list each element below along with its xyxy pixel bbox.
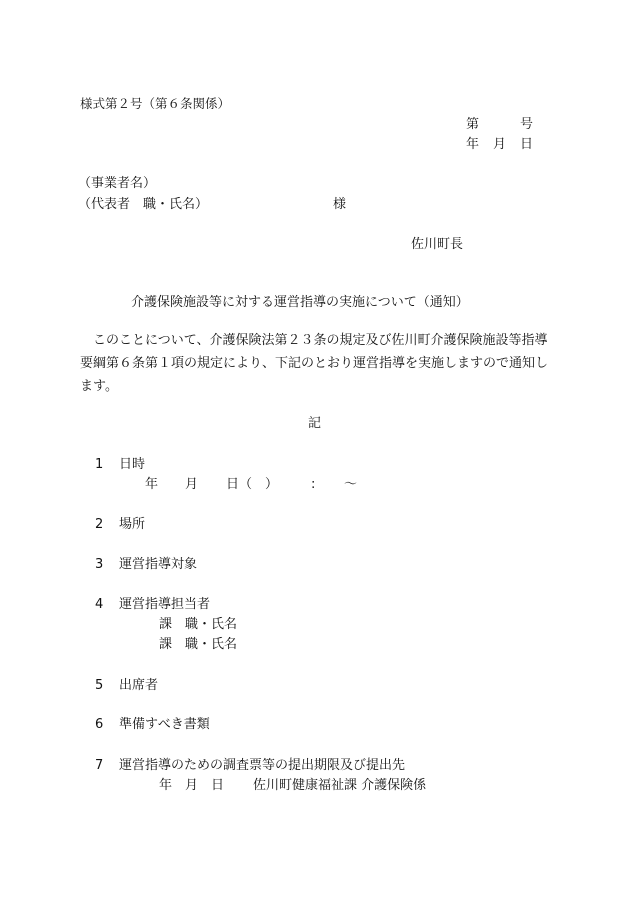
representative: （代表者 職・氏名）	[78, 197, 209, 212]
sender: 佐川町長	[411, 237, 464, 252]
deadline-tsuki: 月	[185, 778, 199, 793]
item-5-number: 5	[95, 678, 104, 693]
doc-date-nen: 年	[466, 137, 480, 152]
datetime-colon: :	[311, 477, 316, 492]
item-6-number: 6	[95, 717, 104, 732]
datetime-nen: 年	[145, 477, 159, 492]
sama: 様	[333, 197, 347, 212]
datetime-hi: 日（ ）	[226, 477, 279, 492]
item-4-number: 4	[95, 597, 104, 612]
item-7-number: 7	[95, 758, 104, 773]
item-7-label: 運営指導のための調査票等の提出期限及び提出先	[119, 758, 406, 773]
item-6-label: 準備すべき書類	[119, 717, 210, 732]
ki: 記	[308, 416, 322, 431]
item-1-label: 日時	[119, 457, 146, 472]
deadline-nen: 年	[159, 778, 173, 793]
staff-1-name: 職・氏名	[185, 617, 238, 632]
item-3-number: 3	[95, 557, 104, 572]
doc-date-hi: 日	[520, 137, 534, 152]
staff-1-ka: 課	[159, 617, 173, 632]
item-2-label: 場所	[119, 517, 146, 532]
item-3-label: 運営指導対象	[119, 557, 198, 572]
document-title: 介護保険施設等に対する運営指導の実施について（通知）	[131, 295, 469, 310]
item-4-label: 運営指導担当者	[119, 597, 211, 612]
doc-date-tsuki: 月	[493, 137, 507, 152]
doc-number-dai: 第	[466, 117, 480, 132]
item-5-label: 出席者	[119, 678, 159, 693]
item-1-number: 1	[95, 457, 104, 472]
staff-2-ka: 課	[159, 637, 173, 652]
datetime-tsuki: 月	[185, 477, 199, 492]
body-text: このことについて、介護保険法第２３条の規定及び佐川町介護保険施設等指導要綱第６条第１項の規定により、下記のとおり運営指導を実施しますので通知します。	[80, 333, 549, 394]
item-2-number: 2	[95, 517, 104, 532]
form-label: 様式第２号（第６条関係）	[80, 96, 231, 111]
doc-number-go: 号	[520, 117, 534, 132]
datetime-tilde: ～	[344, 477, 358, 492]
business-name: （事業者名）	[78, 176, 157, 191]
staff-2-name: 職・氏名	[185, 637, 238, 652]
deadline-hi: 日	[211, 778, 225, 793]
deadline-destination: 佐川町健康福祉課 介護保険係	[253, 778, 427, 793]
